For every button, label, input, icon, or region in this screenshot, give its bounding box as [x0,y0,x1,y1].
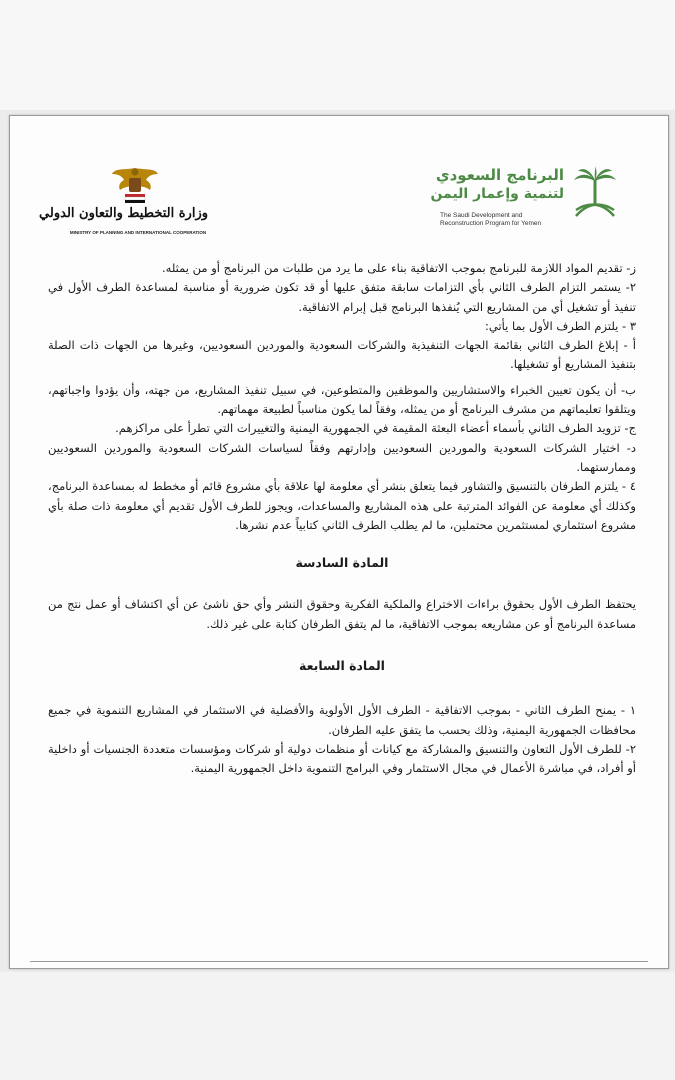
paragraph-item-c: ج- تزويد الطرف الثاني بأسماء أعضاء البعثة المقيمة في الجمهورية اليمنية والتغييرات التي تطرأ على مراكزهم. [115,421,636,436]
paragraph-item-z: ز- تقديم المواد اللازمة للبرنامج بموجب الاتفاقية بناء على ما يرد من طلبات من البرنامج أو من يمثله. [162,261,636,275]
sdrpy-arabic-name-line2: لتنمية وإعمار اليمن [430,186,564,202]
ministry-english-name: MINISTRY OF PLANNING AND INTERNATIONAL COOPERATION [69,230,207,235]
palm-swords-emblem-icon [570,166,620,221]
paragraph-item-b: ب- أن يكون تعيين الخبراء والاستشاريين والموظفين والمتطوعين، في سبيل تنفيذ المشاريع، من جهته، وأن يؤدوا واجباتهم، ويتلقوا تعليماتهم من مشرف البرنامج أو من يمثله، وفقاً لما يكون مناسباً لطبيعة مهماتهم. [48,382,636,417]
article-6-heading: المادة السادسة [295,555,389,571]
paragraph-item-a: أ - إبلاغ الطرف الثاني بقائمة الجهات التنفيذية والشركات السعودية والموردين السعوديين، وغيرها من الجهات ذات الصلة بتنفيذ المشاريع أو تشغيلها. [48,338,636,372]
document-body [48,259,636,779]
document-page [9,115,669,969]
article-6-text: يحتفظ الطرف الأول بحقوق براءات الاختراع والملكية الفكرية وحقوق النشر وأي حق ناشئ عن أي اكتشاف أو عمل نتج من مساعدة البرنامج أو عن مشاريعه بموجب الاتفاقية، ما لم يتفق الطرفان كتابة على غير ذلك. [48,597,636,631]
paragraph-clause-4: ٤ - يلتزم الطرفان بالتنسيق والتشاور فيما يتعلق بنشر أي معلومة لها علاقة بأي مشروع قائم أو مخطط له بمساعدة البرنامج، وكذلك أي معلومة عن الفوائد المترتبة على هذه المشاريع والمساعدات، ويجوز للطرف الأول تقديم أي معلومة ذات صلة بأي مشروع استثماري لمستثمرين محتملين، ما لم يطلب الطرف الثاني كتابياً عدم نشرها. [48,479,636,532]
paragraph-clause-3: ٣ - يلتزم الطرف الأول بما يأتي: [485,318,636,333]
sdrpy-logo [430,166,620,246]
article-7-clause-1: ١ - يمنح الطرف الثاني - بموجب الاتفاقية - الطرف الأول الأولوية والأفضلية في الاستثمار في المشاريع التنموية في جميع محافظات الجمهورية اليمنية، وذلك بحسب ما يتفق عليه الطرفان. [48,703,636,737]
screen-bottom-area [0,972,675,1080]
paragraph-clause-2: ٢- يستمر التزام الطرف الثاني بأي التزامات سابقة متفق عليها أو قد تكون ضرورية أو مناسبة لمساعدة الطرف الأول في تنفيذ أو تشغيل أي من المشاريع التي يُنفذها البرنامج قبل إبرام الاتفاقية. [48,280,636,314]
sdrpy-english-name-line1: The Saudi Development and [440,212,523,219]
sdrpy-arabic-name-line1: البرنامج السعودي [435,166,564,184]
article-7-clause-2: ٢- للطرف الأول التعاون والتنسيق والمشاركة مع كيانات أو منظمات دولية أو شركات ومؤسسات متعددة الجنسيات أو داخلية أو أفراد، في مباشرة الأعمال في مجال الاستثمار وفي البرامج التنموية داخل الجمهورية اليمنية. [48,741,636,776]
paragraph-item-d: د- اختيار الشركات السعودية والموردين السعوديين وإدارتهم وفقاً لسياسات الشركات السعودية والموردين السعوديين وممارستهما. [48,440,636,474]
sdrpy-english-name-line2: Reconstruction Program for Yemen [440,220,542,227]
article-7-heading: المادة السابعة [299,658,385,674]
ministry-arabic-name: وزارة التخطيط والتعاون الدولي [39,206,208,221]
screen-top-area [0,0,675,110]
yemen-eagle-emblem-icon [110,164,160,204]
ministry-logo [39,164,208,249]
